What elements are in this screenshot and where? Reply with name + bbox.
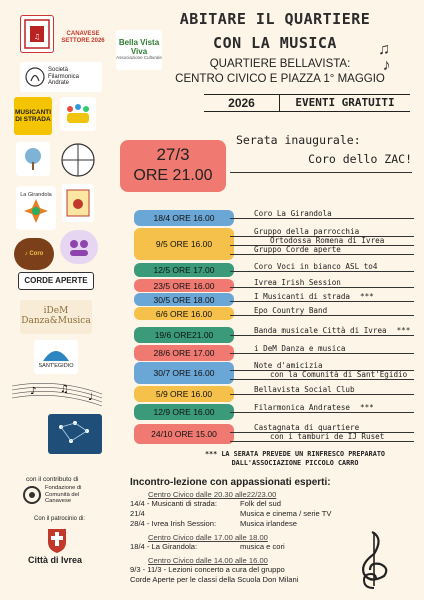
event-underline xyxy=(230,218,414,219)
incontri-item-topic: Musica e cinema / serie TV xyxy=(240,509,332,518)
svg-text:♫: ♫ xyxy=(60,384,69,395)
incontri-item-date: 14/4 - Musicanti di strada: xyxy=(130,499,217,508)
incontri-item-topic: Folk del sud xyxy=(240,499,281,508)
event-row xyxy=(134,327,414,343)
incontri-item-date: 28/4 - Ivrea Irish Session: xyxy=(130,519,217,528)
opening-date-box xyxy=(120,140,226,192)
fondazione-logo: Fondazione di Comunità del Canavese xyxy=(20,484,106,506)
event-underline xyxy=(230,301,414,302)
event-underline xyxy=(230,287,414,288)
bellavista-logo: Bella Vista Viva Associazione Culturale xyxy=(116,30,162,70)
event-description: Banda musicale Città di Ivrea *** xyxy=(254,326,411,335)
opening-group: Coro dello ZAC! xyxy=(308,152,412,166)
event-description: Coro Voci in bianco ASL to4 xyxy=(254,262,378,271)
event-underline xyxy=(230,394,414,395)
corde-aperte-logo: CORDE APERTE xyxy=(18,272,94,290)
event-row xyxy=(134,386,414,402)
canavese-logo: CANAVESE SETTORE 2026 xyxy=(60,26,106,50)
event-date-pill: 18/4 ORE 16.00 xyxy=(134,210,234,226)
event-date-pill: 28/6 ORE 17.00 xyxy=(134,345,234,361)
event-row xyxy=(134,404,414,420)
event-row xyxy=(134,228,414,260)
incontri-item-date: 18/4 - La Girandola: xyxy=(130,542,198,551)
event-row xyxy=(134,345,414,361)
purple-logo xyxy=(60,230,98,264)
event-description: con la Comunità di Sant'Egidio xyxy=(270,370,408,379)
subtitle-line-1: QUARTIERE BELLAVISTA: xyxy=(209,58,351,70)
event-row xyxy=(134,424,414,444)
event-date-pill: 30/5 ORE 18.00 xyxy=(134,293,234,306)
event-description: Ivrea Irish Session xyxy=(254,278,341,287)
bambini-logo xyxy=(60,97,96,131)
title-line-2: CON LA MUSICA xyxy=(213,34,337,52)
event-underline xyxy=(230,412,414,413)
svg-text:♫: ♫ xyxy=(33,33,41,41)
event-underline xyxy=(230,335,414,336)
treble-clef-icon xyxy=(344,528,404,592)
event-description: Castagnata di quartiere xyxy=(254,423,360,432)
santegidio-logo: SANT'EGIDIO xyxy=(34,340,78,374)
free-events-label: EVENTI GRATUITI xyxy=(295,96,395,109)
event-stars: *** xyxy=(360,292,374,301)
incontri-location: Centro Civico dalle 20.30 alle22/23.00 xyxy=(148,490,277,499)
event-stars: *** xyxy=(396,326,411,335)
event-row xyxy=(134,293,414,306)
event-row xyxy=(134,263,414,277)
piccolo-carro-logo xyxy=(62,184,94,222)
event-date-pill: 30/7 ORE 16.00 xyxy=(134,362,234,384)
ivrea-crest-icon xyxy=(44,526,70,554)
idem-logo: iDeM Danza&Musica xyxy=(20,300,92,334)
svg-text:♩: ♩ xyxy=(88,392,93,403)
event-date-pill: 12/5 ORE 17.00 xyxy=(134,263,234,277)
musicanti-logo: MUSICANTI DI STRADA xyxy=(14,97,52,135)
opening-underline xyxy=(230,172,412,173)
incontri-item-date: 9/3 - 11/3 - Lezioni concerto a cura del gruppo xyxy=(130,565,285,574)
incontri-location: Centro Civico dalle 17.00 alle 18.00 xyxy=(148,533,268,542)
event-description: i DeM Danza e musica xyxy=(254,344,346,353)
rinfresco-note-line2: DALL'ASSOCIAZIONE PICCOLO CARRO xyxy=(231,459,359,467)
filarmonica-logo: Società Filarmonica Andrate xyxy=(20,62,102,92)
event-date-pill: 12/9 ORE 16.00 xyxy=(134,404,234,420)
event-underline xyxy=(230,315,414,316)
event-date-pill: 24/10 ORE 15.00 xyxy=(134,424,234,444)
event-description: Note d'amicizia xyxy=(254,361,323,370)
sponsor-sidebar xyxy=(0,0,112,600)
circle-logo xyxy=(58,140,98,180)
rinfresco-note-line1: *** LA SERATA PREVEDE UN RINFRESCO PREPARATO xyxy=(204,450,386,458)
event-description: con i tamburi de IJ Ruset xyxy=(270,432,385,441)
event-description: Filarmonica Andratese *** xyxy=(254,403,374,412)
incontri-item-date: Corde Aperte per le classi della Scuola Don Milani xyxy=(130,575,299,584)
year-bar xyxy=(204,94,410,112)
event-date-pill: 6/6 ORE 16.00 xyxy=(134,307,234,320)
year-label: 2026 xyxy=(204,95,280,111)
event-underline xyxy=(230,254,414,255)
rinfresco-note xyxy=(180,450,410,468)
incontri-item xyxy=(130,509,420,519)
constellation-logo xyxy=(48,414,102,454)
event-row xyxy=(134,210,414,226)
event-description: Gruppo Corde aperte xyxy=(254,245,341,254)
incontri-item-date: 21/4 xyxy=(130,509,145,518)
coro-logo: ♪ Coro xyxy=(14,238,54,270)
music-notes-icon: ♫ ♪ xyxy=(378,41,391,74)
incontri-item xyxy=(130,499,420,509)
title-line-1: ABITARE IL QUARTIERE xyxy=(179,10,371,28)
event-description: Gruppo della parrocchia xyxy=(254,227,360,236)
opening-date: 27/3 xyxy=(156,145,190,164)
opening-description xyxy=(236,133,412,171)
subtitle-line-2: CENTRO CIVICO E PIAZZA 1° MAGGIO xyxy=(175,73,385,85)
event-underline xyxy=(230,271,414,272)
event-row xyxy=(134,279,414,292)
tree-logo xyxy=(16,142,50,176)
incontri-heading: Incontro-lezione con appassionati esperti: xyxy=(130,477,331,488)
event-description: Ortodossa Romena di Ivrea xyxy=(270,236,385,245)
opening-label: Serata inaugurale: xyxy=(236,133,361,147)
music-staff-decoration xyxy=(10,376,104,412)
svg-text:♪: ♪ xyxy=(30,386,37,397)
girandola-logo: La Girandola xyxy=(16,186,56,230)
event-row xyxy=(134,362,414,384)
event-description: Coro La Girandola xyxy=(254,209,332,218)
patrocinio-label: Con il patrocinio di: xyxy=(34,516,86,522)
event-date-pill: 23/5 ORE 16.00 xyxy=(134,279,234,292)
event-date-pill: 5/9 ORE 16.00 xyxy=(134,386,234,402)
event-row xyxy=(134,307,414,320)
event-date-pill: 9/5 ORE 16.00 xyxy=(134,228,234,260)
incontri-item-topic: musica e cori xyxy=(240,542,285,551)
event-description: I Musicanti di strada *** xyxy=(254,292,374,301)
incontri-item-topic: Musica irlandese xyxy=(240,519,297,528)
incontri-location: Centro Civico dalle 14.00 alle 16.00 xyxy=(148,556,268,565)
event-stars: *** xyxy=(360,403,374,412)
citta-ivrea-label: Città di Ivrea xyxy=(28,555,83,565)
event-underline xyxy=(230,379,414,380)
event-description: Epo Country Band xyxy=(254,306,328,315)
event-date-pill: 19/6 ORE21.00 xyxy=(134,327,234,343)
bandiera-logo xyxy=(20,15,54,53)
event-underline xyxy=(230,353,414,354)
contributo-label: con il contributo di xyxy=(26,476,79,483)
opening-time: ORE 21.00 xyxy=(133,167,213,184)
event-description: Bellavista Social Club xyxy=(254,385,355,394)
event-underline xyxy=(230,441,414,442)
